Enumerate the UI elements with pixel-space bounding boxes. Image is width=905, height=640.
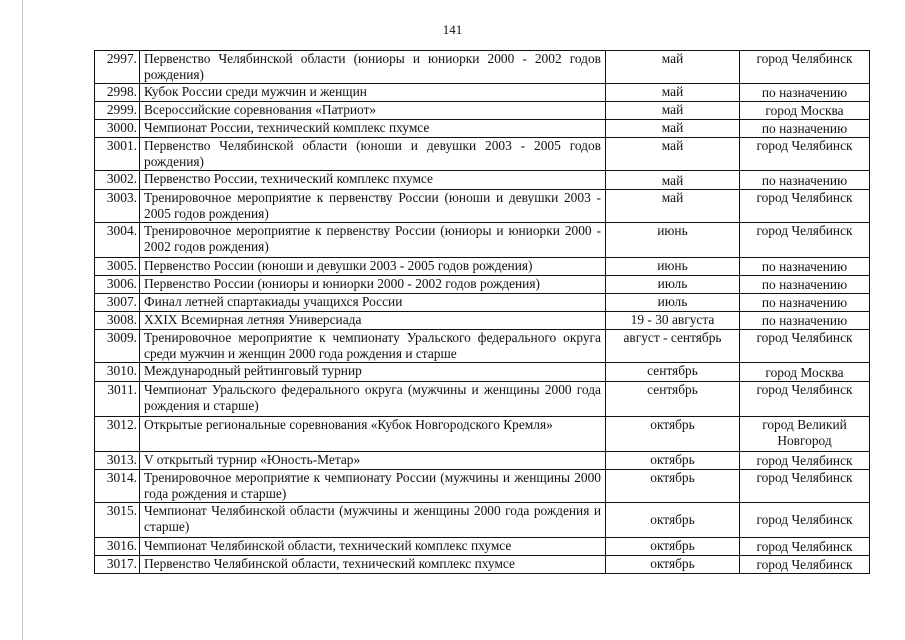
event-place: по назначению [740,294,870,312]
event-number: 2997. [95,51,140,84]
event-place: город Челябинск [740,51,870,84]
event-date: октябрь [606,452,740,470]
event-date: октябрь [606,503,740,538]
event-number: 3011. [95,382,140,417]
event-place: по назначению [740,312,870,330]
event-number: 3003. [95,190,140,223]
event-date: октябрь [606,556,740,574]
event-number: 3004. [95,223,140,258]
event-number: 3001. [95,138,140,171]
event-date: июнь [606,223,740,258]
event-number: 3015. [95,503,140,538]
table-row [95,223,870,258]
table-row [95,503,870,538]
event-date: октябрь [606,538,740,556]
event-place: город Челябинск [740,190,870,223]
event-place: по назначению [740,276,870,294]
event-name: V открытый турнир «Юность-Метар» [140,452,606,470]
table-row [95,452,870,470]
table-row [95,276,870,294]
event-place: по назначению [740,120,870,138]
event-number: 3010. [95,363,140,382]
event-date: май [606,102,740,120]
event-number: 3002. [95,171,140,190]
table-row [95,417,870,452]
event-place: город Челябинск [740,382,870,417]
event-name: Чемпионат Уральского федерального округа (мужчины и женщины 2000 года рождения и старше) [140,382,606,417]
event-date: июнь [606,258,740,276]
event-date: май [606,171,740,190]
event-place: город Челябинск [740,470,870,503]
event-date: май [606,190,740,223]
page-edge-line [22,0,23,640]
event-place: город Челябинск [740,223,870,258]
event-name: Первенство России (юноши и девушки 2003 - 2005 годов рождения) [140,258,606,276]
event-number: 2998. [95,84,140,102]
event-name: Международный рейтинговый турнир [140,363,606,382]
table-row [95,84,870,102]
event-number: 3012. [95,417,140,452]
event-place: город Челябинск [740,138,870,171]
event-name: Тренировочное мероприятие к чемпионату Уральского федерального округа среди мужчин и женщин 2000 года рождения и старше [140,330,606,363]
table-row [95,120,870,138]
event-date: сентябрь [606,363,740,382]
event-date: май [606,138,740,171]
event-name: Чемпионат России, технический комплекс пхумсе [140,120,606,138]
event-number: 3017. [95,556,140,574]
event-name: Тренировочное мероприятие к чемпионату России (мужчины и женщины 2000 года рождения и старше) [140,470,606,503]
event-name: Всероссийские соревнования «Патриот» [140,102,606,120]
event-date: август - сентябрь [606,330,740,363]
event-name: Первенство России, технический комплекс пхумсе [140,171,606,190]
table-row [95,171,870,190]
events-table [94,50,870,574]
event-place: по назначению [740,84,870,102]
event-date: октябрь [606,470,740,503]
event-name: Чемпионат Челябинской области (мужчины и женщины 2000 года рождения и старше) [140,503,606,538]
event-place: город Челябинск [740,556,870,574]
event-name: Первенство Челябинской области (юниоры и юниорки 2000 - 2002 годов рождения) [140,51,606,84]
event-number: 3006. [95,276,140,294]
event-place: город Челябинск [740,503,870,538]
event-place: по назначению [740,171,870,190]
event-number: 3016. [95,538,140,556]
event-name: Чемпионат Челябинской области, технический комплекс пхумсе [140,538,606,556]
event-name: Первенство России (юниоры и юниорки 2000 - 2002 годов рождения) [140,276,606,294]
event-number: 3000. [95,120,140,138]
table-row [95,330,870,363]
event-date: октябрь [606,417,740,452]
event-place: город Челябинск [740,452,870,470]
event-place: по назначению [740,258,870,276]
event-place: город Челябинск [740,538,870,556]
event-place: город Челябинск [740,330,870,363]
table-row [95,190,870,223]
event-name: Первенство Челябинской области (юноши и девушки 2003 - 2005 годов рождения) [140,138,606,171]
event-number: 3014. [95,470,140,503]
event-date: май [606,51,740,84]
event-date: 19 - 30 августа [606,312,740,330]
event-number: 3005. [95,258,140,276]
event-place: город Москва [740,363,870,382]
event-name: Открытые региональные соревнования «Кубок Новгородского Кремля» [140,417,606,452]
event-number: 3009. [95,330,140,363]
event-name: Первенство Челябинской области, технический комплекс пхумсе [140,556,606,574]
event-date: июль [606,276,740,294]
event-name: XXIX Всемирная летняя Универсиада [140,312,606,330]
event-number: 2999. [95,102,140,120]
table-row [95,138,870,171]
event-date: сентябрь [606,382,740,417]
table-row [95,538,870,556]
table-row [95,51,870,84]
table-row [95,556,870,574]
event-number: 3007. [95,294,140,312]
event-date: май [606,84,740,102]
event-date: июль [606,294,740,312]
table-row [95,470,870,503]
event-name: Кубок России среди мужчин и женщин [140,84,606,102]
table-row [95,312,870,330]
event-number: 3008. [95,312,140,330]
event-place: город Великий Новгород [740,417,870,452]
event-number: 3013. [95,452,140,470]
table-row [95,363,870,382]
table-row [95,102,870,120]
event-name: Тренировочное мероприятие к первенству России (юноши и девушки 2003 - 2005 годов рождения) [140,190,606,223]
event-name: Финал летней спартакиады учащихся России [140,294,606,312]
table-row [95,382,870,417]
table-row [95,258,870,276]
event-place: город Москва [740,102,870,120]
event-date: май [606,120,740,138]
table-row [95,294,870,312]
event-name: Тренировочное мероприятие к первенству России (юниоры и юниорки 2000 - 2002 годов рождения) [140,223,606,258]
page-number: 141 [442,22,463,37]
